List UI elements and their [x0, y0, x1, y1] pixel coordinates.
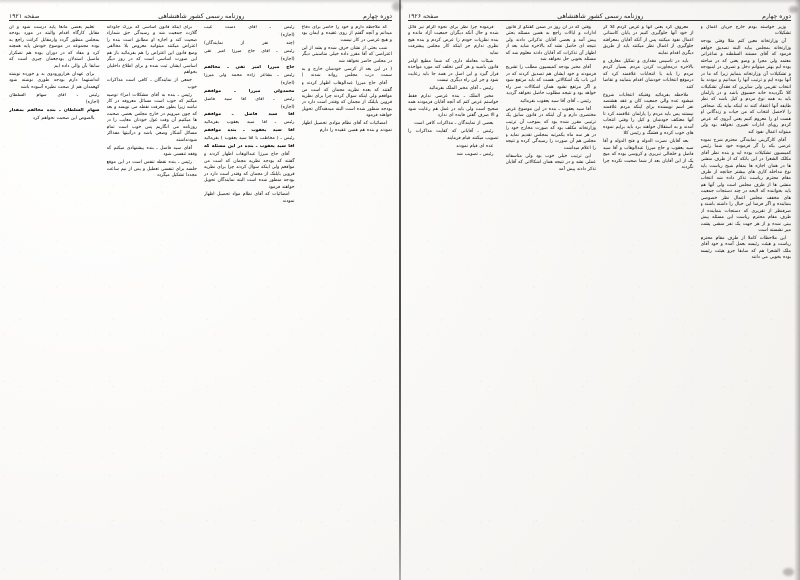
right-page-column-1 [701, 25, 792, 576]
chair-cue-line: رئیس ـ آقای حاج میرزا امیر تقی [204, 48, 295, 54]
body-paragraph: برای اینکه قانون اساسی که بزرگ جاودانه گلازت جمعیت شد و رسیدگی حق شماراد صحیت کند و اجازه او مطابق است بنده را اعتراض میکنند میتوانید معروض بلا مخالفی وضع قانون این اعتراض را هم بفرمائید باز هم این صورت اساسی است که در روز دیگر اساسی ایشان ثبت شده و برای اطلاع داخلیان بخواهم [106, 25, 197, 76]
body-paragraph: این ملاحظات کاملا از طرف مقام محترم ریاست و هیئت رئیسه بعمل آمده و خود آقای ملک الشعرا هم که سابقا جزو هیئت رئیسه بوده بخوبی می دانند [700, 236, 791, 261]
body-paragraph: معروف کرد یعنی آنها و غرض کردم کلا گر از خود آنها جلوگیری کنیم در پایان کاستانی اعمال نفوذ میکنند پس از آنکه آقایان بمعرافته جلوگیری از اعمال نظر میکنند باید از طریق دیگری اقدام نمایند [603, 25, 694, 56]
body-paragraph: آقای سید فاضل ـ بنده پیشنهادی میکنم که وقفه تنفسی شود [106, 145, 197, 158]
left-page-column-3 [107, 25, 198, 576]
body-paragraph: رئیس ـ بنده نقطه تنفس است در این موقع جلسه برای تنفسی تعطیل و پس از نیم ساعت مجددا تشکیل میگردد [106, 160, 197, 178]
left-page-center-title: روزنامه رسمی کشور شاهنشاهی [158, 13, 245, 20]
right-page-header-rule [408, 20, 791, 21]
chair-cue-line: رئیس ـ ( مخاطب با آقا سید یعقوب ) بفرمائید [204, 136, 295, 142]
body-paragraph: عده ای قیام نمودند [456, 143, 494, 149]
body-paragraph: برای عهدان هزارورودوی بد و خورده نوشته انداشتهما دارم بودجه طوری نوشته شود کهعمدان هم از صحت نظیره آسوده باشد [9, 71, 100, 90]
body-paragraph: شیئات معامله داری که شما مطیع اوامر قانون باشید و هر کس تخلف کند مورد مواخذه قرار گیرد و این اصل در همه جا باید رعایت شود و جز این راه دیگری نیست [408, 58, 499, 84]
right-page-number: صفحه ۱۹۲۶ [408, 13, 439, 20]
interjection-note: (چند نفر از نمایندگان) [204, 40, 295, 46]
right-page-column-2 [603, 25, 694, 576]
body-paragraph: رئیس ـ بنده به آقای مشکلات امراء توصیه میکنم که خوب است مسائل معروفه در کار نباشد زیرا بطور معرفت نقطه می نویسد و بعد که چون میرویم در خارج مجلس بعضی صحبت ها میکنیم آن وقت غول خودتان معایب را در روزنامه می انگاریم پس خوب است تمام مسائل آشکار وضعی باشد و درآنیتها مفذاکر شودنداشته [106, 92, 197, 143]
right-page-side-label: دوره چهارم [762, 13, 791, 20]
body-paragraph: بالصوص این صحبت نخواهم کرد [32, 116, 95, 122]
right-page-column-3 [506, 25, 597, 576]
body-paragraph: جمعی از نمایندگان ـ کافی است مذاکرات خوب [106, 78, 197, 90]
left-page-column-1 [302, 25, 393, 576]
left-page [0, 0, 399, 580]
body-paragraph: آن وزارتخانه معین کنم مثلا وقتی بودجه وزارتخانه بمجلس بیاید البته تصدیق خواهم فرمود که آقای مستند السلطنه و شاعرانی معتمد ولی مجزا و وضو یعنی که در مباحثه بوده ایم بهتر میتوانم دخل و تصرف در اینبودجه و تشکیلات آن وزارتخانه بنمایم زیرا که ما در آنها بوده ایم و ترتیب آنها را میدانیم و نبودند بنا انتخاب تقریبی ولی سایرین که فقدآن تشکیلات کلا نگردیده خانه حسبوق باشد و در پارلمان باید به همه نوع مردم و کیل باشد که نظر طایفه آنها اعتقاد کنند نه اینکه بیاید یک صحافی را لاحصل انتخاب که من حیات و زندگانی او هست او را معروم کنیم یعنی آبروی که عرض کردم رویای ادارات تغییری نخواهد بود ولی میتواند اعمال نفوذ کند [700, 39, 791, 135]
left-page-side-label: دوره چهارم [363, 13, 392, 20]
body-paragraph: ملاحظه بفرمائید وقتیکه انتخابات شروع میشود عده والی جمعیت کان و عقد هشتصد نفر اسم نویسنده برای اینکه مردم علاقمند نیستند پس باید مردم را پارلمان علاقمند کرد تا آنها معتکف خودشان و کیل را وقتی انتخاب آمدند و به استقلال خواهند برد باید برایم نموده های خوب کرده و قشنگ و رئیس کلا [603, 92, 694, 137]
body-paragraph: وقتی که در آن روز در ضمن گفتگو از قانون ادارات و ایالات راجع به همین مسئله بحثی پیش آمد و بعضی آقایان تذکراتی دادند ولی نتیجه ای حاصل نشد که بالاخره شاید بعد از اظهار آن تذکرات که آقایان دادند معلوم شد که مسئله بخوبی حل نخواهد شد [505, 25, 596, 63]
speaker-name: حاج میرزا امیر تقی ـ مخالفم [204, 64, 295, 70]
chair-cue-line: رئیس ـ آقا سید یعقوب بفرمائید [204, 120, 295, 126]
chair-cue-line: رئیس ـ آقای دست غیب [204, 25, 295, 30]
chair-cue-line: رئیس ـ آقای آقا سید فاضل [204, 96, 295, 102]
speaker-name: آقا سید یعقوب ـ بنده موافقم [204, 128, 295, 134]
chair-cue-line: رئیس ـ بشاعر زاده محمد ولی میرزا [204, 72, 295, 78]
body-paragraph: وزیر خواسته بودم خارج جریان اعمال و تشکیلات [700, 25, 791, 37]
body-paragraph: امضائیات که آقای نظام موادی تحصیل اظهار نمودند و بنده هم همین عقیده را دارم [301, 121, 392, 133]
right-page [401, 0, 800, 580]
right-page-column-4 [408, 25, 499, 576]
left-page-column-2 [204, 25, 295, 576]
speaker-name: محمدولی میرزا ـ موافقم [204, 88, 295, 94]
interjection-note: (اجازه) [85, 100, 100, 106]
body-paragraph: مخبر الملک ـ بنده عرضی ندارم فقط خواستم عرض کنم که آنچه آقایان فرمودند همه صحیح است ولی باید در عمل هم رعایت شود و الا صرف گفتن فایده ای ندارد [408, 94, 499, 119]
top-paper-edge-shadow [0, 0, 800, 4]
body-paragraph: رئیس ـ تصویب شد [456, 151, 494, 157]
body-paragraph: که ملاحظه دارم و خود را حاضر برای دفاع میدانم و آنچه گفتم از روی عقیده و ایمان بود و هیچ غرضی در کار نیست [301, 25, 392, 43]
interjection-note: (اجازه) [280, 32, 295, 38]
right-page-center-title: روزنامه رسمی کشور شاهنشاهی [557, 13, 644, 20]
body-paragraph: رئیس ـ آقایانی که کفایت مذاکرات را تصویب میکنند قیام فرمایند [408, 129, 499, 141]
body-paragraph: آقای حاج میرزا عبدالوهاب اظهار کردند و گفتند که بودجه نظریه مجمان که است من مواقعم ولی اینکه سوال کردند چرا برای نظریه قزوین بایلنک از مجمان که وقتدر است دارد در بودجه منظور شده است البته نمایندگان تحویل خواهند فرمود [204, 152, 295, 190]
body-paragraph: آقای کارگزینی نمایندگی محترم شرح نموده عرضی یکه را گر فرموده خود شما رئیس کمیسیون تشکیلات بوده اید و بنده نظر آقای مکلک الشعرا در این بانکه که از طرف منشی ها در همان اجازه ها بمقام شیخ ریاست باید نوع مداخله کاری های بیشتر جنانچه از طرف مقام محترم ریاست تذکر داده شد انتخاب منشی ها از طرف مجلس است ولی آنها هم باید بخواننده که لایحه در چند دستجات جمعیت های مخفف مجلس اعمال نظر خصوصی بنماینده و اگر فرضا این خیال را داشته باشند و صرفنظر از تقریری که دستجات بنماینده از طرف مقام محترم ریاست این مسئله پیش بینی شده و از هر جهت یک نفر منشی پشت میز نشسته است [700, 137, 791, 234]
interjection-note: (اجازه) [280, 104, 295, 110]
book-gutter-seam [399, 0, 401, 580]
body-paragraph: این ترتیب خیلی خوب بود ولی متاسفانه عملی نشد و در نتیجه همان اشکالاتی که آقایان تذکر دادند پیش آمد [505, 153, 596, 172]
interjection-note: (اجازه) [280, 56, 295, 62]
body-paragraph: آقای مخبر بودجه کمیسیون مطلب را تشریح فرمودند و خود ایشان هم تصدیق کردند که در این باب یک اشکالاتی هست که باید مرتفع شود و اگر مرتفع نشود همان اشکالات سر راه خواهد بود و نتیجه مطلوب حاصل نخواهد گردید [505, 65, 596, 97]
right-paper-edge-shadow [794, 0, 800, 580]
body-paragraph: آقای حاج میرزا عبدالوهاب اظهار کردند و گفتند که بعده نظریه مجمان که است من مواقعم ولی اینکه سوال کردند چرا برای نظریه قزوین بایلنک از مجمان که وقتدر است دارد در بودجه منظور شده است البته میدهندگان تحویل خواهند فرمود [301, 81, 392, 119]
body-paragraph: فرموده چرا نظر برای نحوه الزام نیز قائل شده و حال آنکه دیگران جمعیت آزاد مانده و بنده نظریات خودم را عرض کردم و بنده هیچ نظری ندارم جز اینکه کار مجلس پیشرفت نماید [408, 25, 499, 56]
body-paragraph: آقا سید یعقوب ـ بنده در این موضوع عرض مختصری دارم و آن اینکه در قانون سابق یک ترتیبی مقرر شده بود که بموجب آن ترتیب وزارتخانه مکلف بود که صورت مخارج خود را در هر سه ماه یکمرتبه بمجلس تقدیم نماید و مجلس هم آن صورت را رسیدگی کرده و نتیجه را اعلام میداشت [505, 106, 596, 151]
body-paragraph: تعلیم بعضی مانعا پایه درست شود و آن مقابل کارگاه اقدام والبته در مورد بودجه بمجلس منظور گردد وارمقابل کرانت راجع به بوده مجموعه در موضوع خودش پایه همچنه کرد و مفاد که در دوران بوده هم تصکرار ماصیل استدلان بودجعمان چیزی است که سابقا بآن والی داده ایم [9, 25, 100, 69]
left-page-column-4 [9, 25, 100, 576]
chair-cue-line: رئیس ـ آقای سهام السلطان [9, 92, 100, 98]
body-paragraph: رئیس ـ آقای آقا سید یعقوب بفرمائید [520, 98, 591, 104]
body-paragraph: شب بحثی از نشان حرف شده و بشد از این اعتراضی که آقا مقرر داده خیلی مناسبتی دیگر در مجلس حاضر نخواهد شد [301, 45, 392, 64]
speaker-name: آقا سید یعقوب ـ بنده در این مسئله که [204, 144, 295, 150]
right-page-columns [408, 25, 791, 576]
left-page-number: صفحه ۱۹۲۱ [9, 13, 40, 20]
interjection-note: ( در این بعد از کرسی خودشان خارج و به سمت درب مجلس روانه شدند ) [301, 66, 392, 79]
body-paragraph: رئیس ـ آقای مخبر الملک بفرمائید [429, 86, 494, 92]
body-paragraph: بعد آقایان نصرت الدوله و فتح الدوله و آقا سید یعقوب و حاج میرزا عبدالوهاب و آقا سید فاضل و خلخالی تبریزی و کروسی بوده که میچ یک از این آقایان بعد از شما صحبت نکرده چرا نگردند [603, 139, 694, 171]
left-page-header-rule [9, 20, 392, 21]
body-paragraph: امضائیات که آقای نظام مواد تحصیل اظهار نمودند [204, 192, 295, 204]
speaker-name: سهام السلطان ـ بنده مخالفم بمقدار [9, 108, 100, 114]
interjection-note: (اجازه) [280, 80, 295, 86]
speaker-name: آقا سید فاضل ـ موافقم [204, 112, 295, 118]
body-paragraph: باید در تاسیس مقداری و تمکیل معارف و بالاخره درمجاورت کردن مردم بسیار کردم مردم را باید با انتخابات علاقمند کرد که درموقع انتخابات خودشان اقدام بنمایند و تقاضا کنند [603, 58, 694, 90]
left-page-columns [9, 25, 392, 576]
body-paragraph: بعضی از نمایندگان ـ مذاکرات کافی است [414, 121, 494, 127]
